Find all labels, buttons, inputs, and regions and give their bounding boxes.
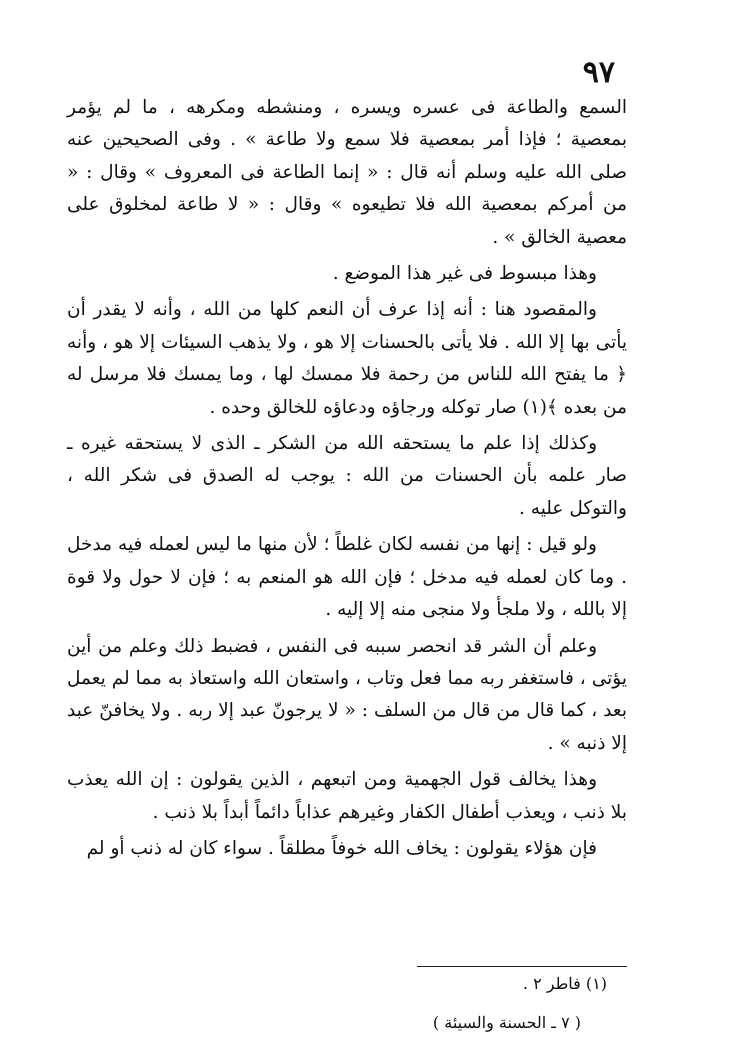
paragraph-5: ولو قيل : إنها من نفسه لكان غلطاً ؛ لأن منها ما ليس لعمله فيه مدخل . وما كان لعمله فيه مدخل ؛ فإن الله هو المنعم به ؛ فإن لا حول ولا قوة إلا بالله ، ولا ملجأ ولا منجى منه إلا إليه . xyxy=(67,534,627,621)
main-text xyxy=(67,92,627,865)
footnote-divider xyxy=(417,966,627,967)
footnote: (١) فاطر ٢ . xyxy=(522,974,607,993)
paragraph-7: وهذا يخالف قول الجهمية ومن اتبعهم ، الذين يقولون : إن الله يعذب بلا ذنب ، ويعذب أطفال الكفار وغيرهم عذاباً دائماً أبداً بلا ذنب . xyxy=(67,769,627,823)
page-number: ٩٧ xyxy=(582,55,615,90)
paragraph-3: والمقصود هنا : أنه إذا عرف أن النعم كلها من الله ، وأنه لا يقدر أن يأتى بها إلا الله . فلا يأتى بالحسنات إلا هو ، ولا يذهب السيئات إلا هو ، وأنه ﴿ ما يفتح الله للناس من رحمة فلا ممسك لها ، وما يمسك فلا مرسل له من بعده ﴾(١) صار توكله ورجاؤه ودعاؤه للخالق وحده . xyxy=(67,299,627,418)
paragraph-4: وكذلك إذا علم ما يستحقه الله من الشكر ـ الذى لا يستحقه غيره ـ صار علمه بأن الحسنات من الله : يوجب له الصدق فى شكر الله ، والتوكل عليه . xyxy=(67,433,627,519)
paragraph-8: فإن هؤلاء يقولون : يخاف الله خوفاً مطلقاً . سواء كان له ذنب أو لم xyxy=(86,837,597,859)
paragraph-2: وهذا مبسوط فى غير هذا الموضع . xyxy=(332,263,597,285)
running-footer: ( ٧ ـ الحسنة والسيئة ) xyxy=(432,1013,581,1032)
paragraph-1: السمع والطاعة فى عسره ويسره ، ومنشطه ومكرهه ، ما لم يؤمر بمعصية ؛ فإذا أمر بمعصية فلا سمع ولا طاعة » . وفى الصحيحين عنه صلى الله عليه وسلم أنه قال : « إنما الطاعة فى المعروف » وقال : « من أمركم بمعصية الله فلا تطيعوه » وقال : « لا طاعة لمخلوق على معصية الخالق » . xyxy=(67,97,627,248)
paragraph-6: وعلم أن الشر قد انحصر سببه فى النفس ، فضبط ذلك وعلم من أين يؤتى ، فاستغفر ربه مما فعل وتاب ، واستعان الله واستعاذ به مما لم يعمل بعد ، كما قال من قال من السلف : « لا يرجونّ عبد إلا ربه . ولا يخافنّ عبد إلا ذنبه » . xyxy=(67,635,627,754)
